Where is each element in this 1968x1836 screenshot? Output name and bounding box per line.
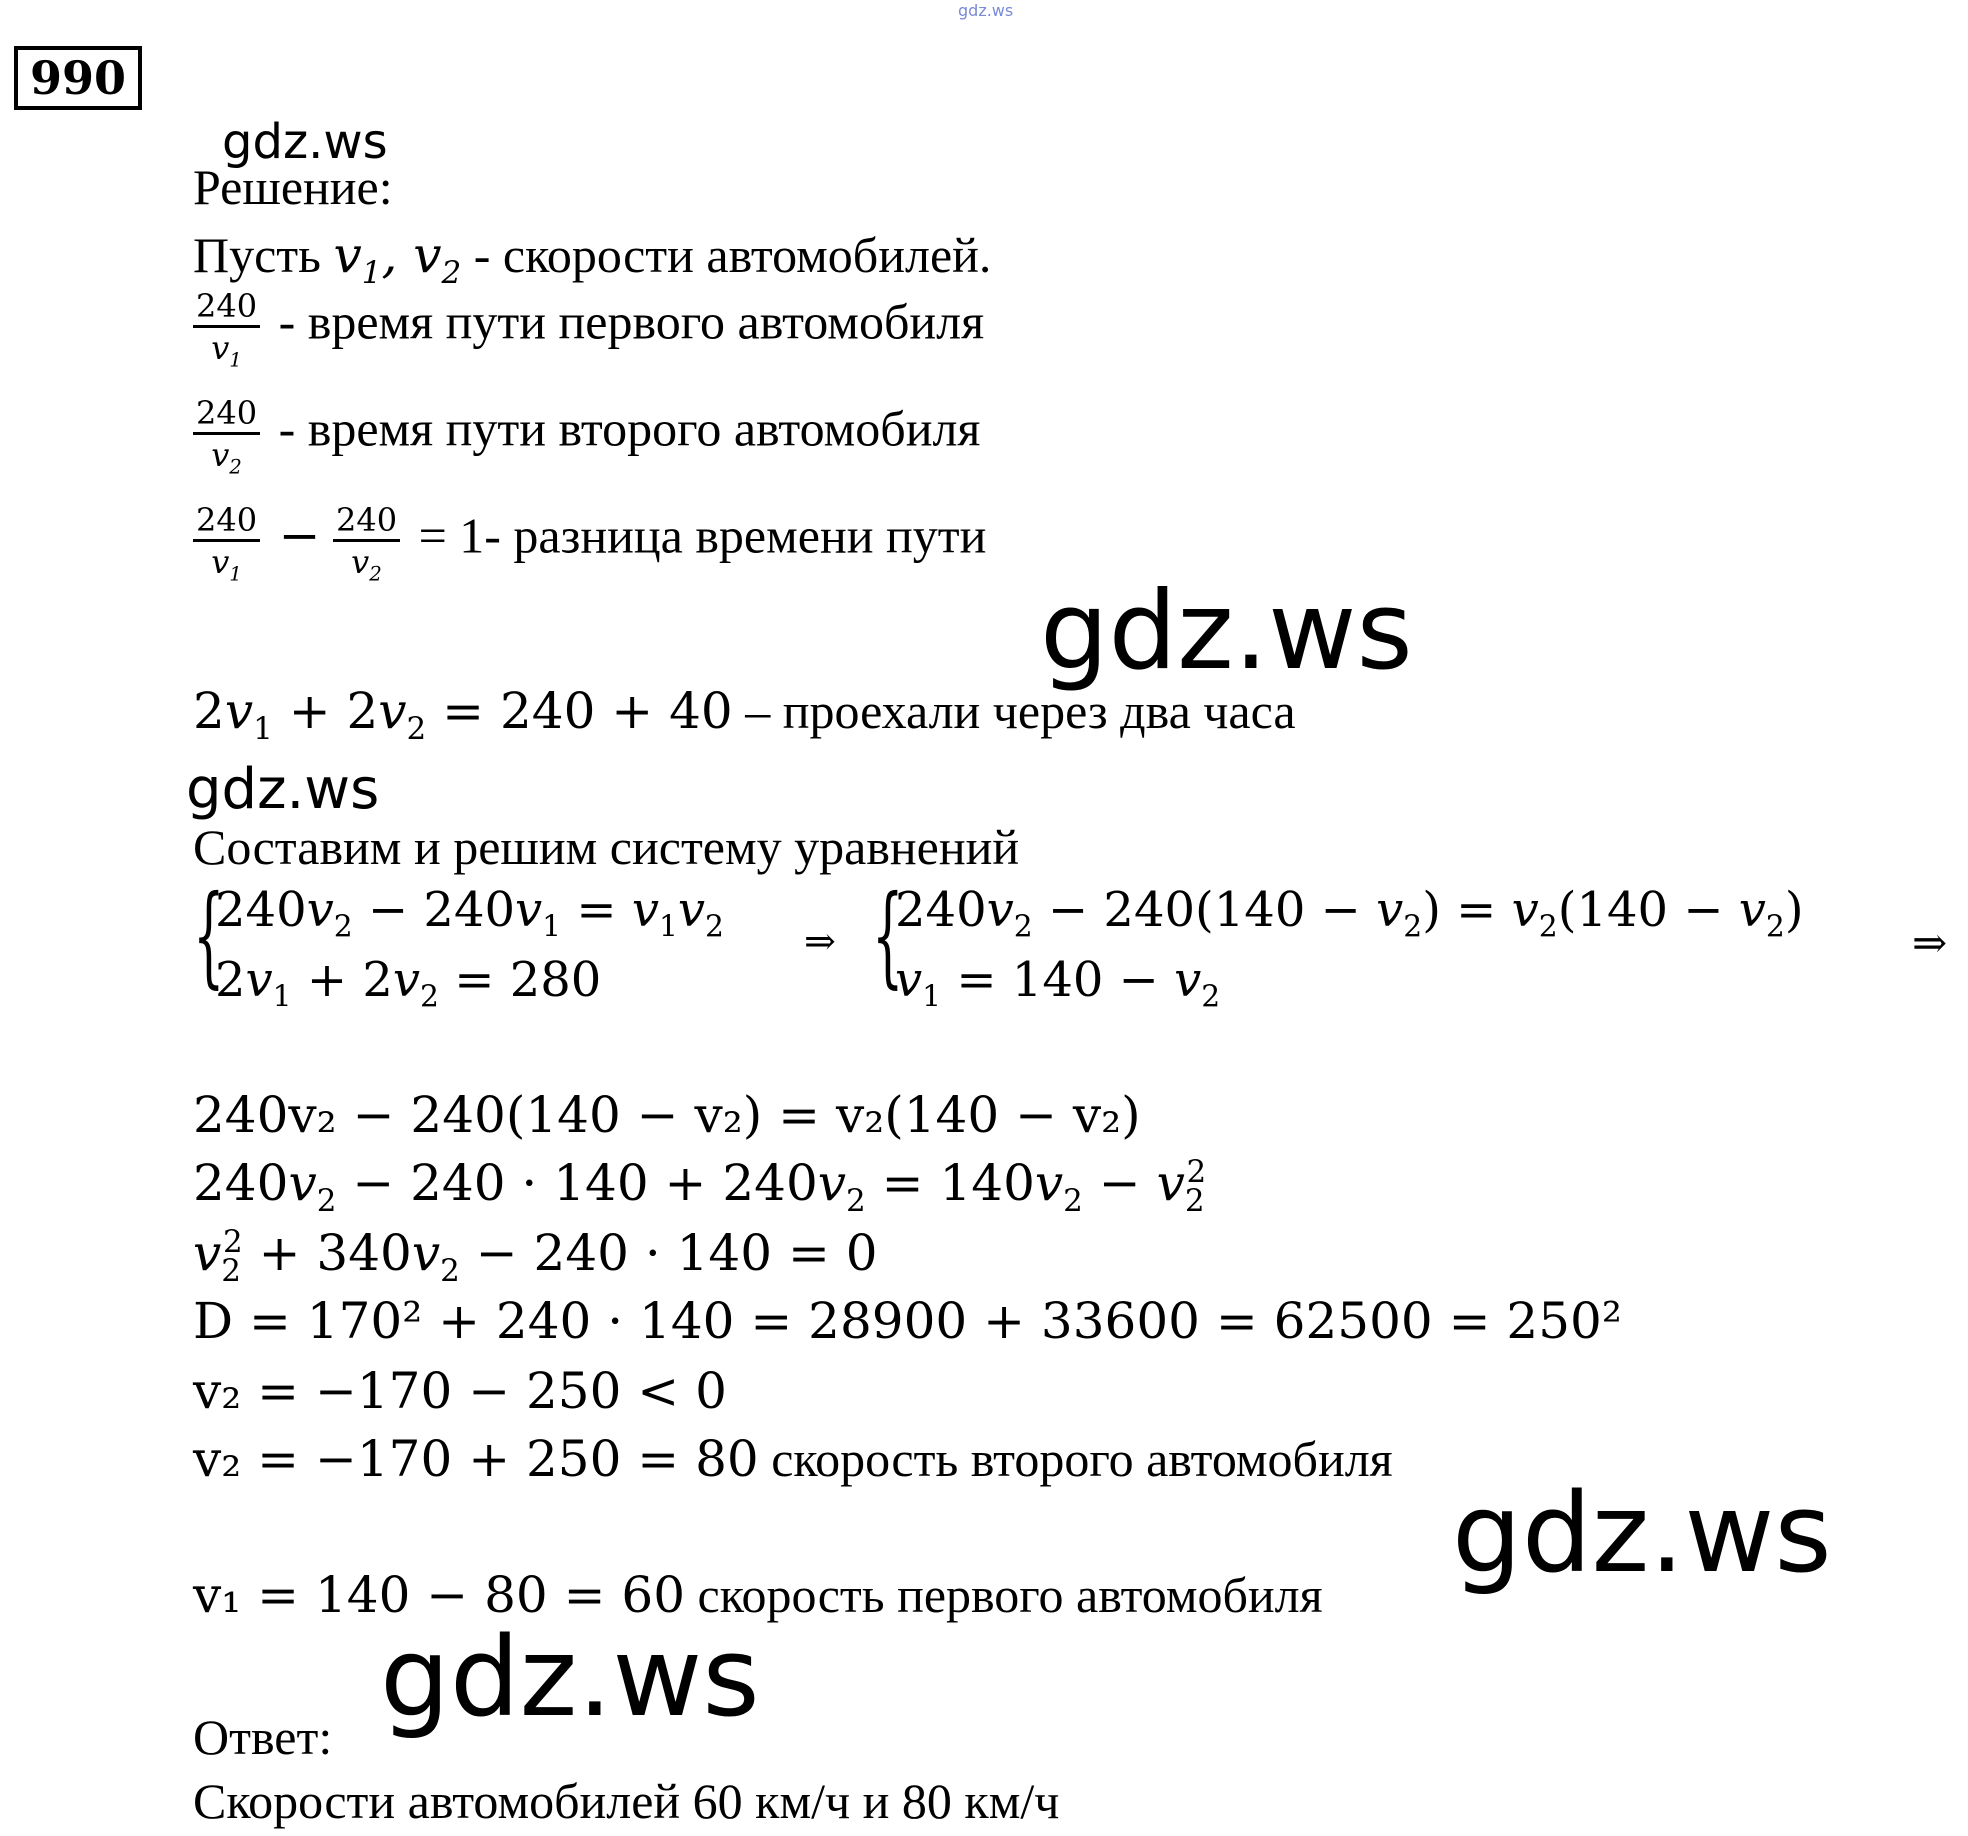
fraction-denominator: $v_1$ [211,329,242,372]
difference-text: = 1- разница времени пути [418,507,987,564]
time1-fraction [193,287,260,372]
solution-heading: Решение: [193,159,393,215]
let-suffix: - скорости автомобилей. [461,227,992,283]
root2-math: v₂ = −170 + 250 = 80 [193,1430,759,1488]
work-line-1: 240v₂ − 240(140 − v₂) = v₂(140 − v₂) [193,1086,1141,1144]
root2-line [193,1430,1393,1488]
time2-text: - время пути второго автомобиля [278,400,981,457]
sum-equation-tail: = 240 + 40 [426,682,733,740]
fraction-numerator: 240 [193,290,260,328]
time2-fraction [193,394,260,479]
minus-sign: − [278,506,321,565]
system1-eq1: $240v_2 - 240v_1 = v_1v_2$ [215,882,724,945]
task-number-badge: 990 [14,46,142,110]
sum-equation-line [193,682,1296,747]
system-arrow-2: ⇒ [1912,918,1948,967]
diff-fraction-1 [193,501,260,586]
system-heading: Составим и решим систему уравнений [193,819,1020,875]
fraction-numerator: 240 [193,504,260,542]
fraction-denominator: $v_2$ [211,436,242,479]
let-variables: $v_1$, $v_2$ [333,226,462,291]
system1-eq2: $2v_1 + 2v_2 = 280$ [215,952,602,1015]
time2-line [193,394,981,479]
time1-text: - время пути первого автомобиля [278,293,985,350]
system2-eq1: $240v_2 - 240(140 - v_2) = v_2(140 - v_2)$ [895,882,1804,945]
let-line [193,226,992,291]
work-line-2: $240v_2 - 240 \cdot 140 + 240v_2 = 140v_2 - v_2^2$ [193,1154,1207,1219]
fraction-numerator: 240 [193,397,260,435]
system1-brace: { [193,871,225,999]
sum-equation: $2v_1 + 2v_2 = 240 + 40$ [193,682,733,747]
fraction-numerator: 240 [333,504,400,542]
answer-heading: Ответ: [193,1709,333,1765]
top-watermark: gdz.ws [958,1,1014,20]
let-prefix: Пусть [193,227,321,283]
watermark-2: gdz.ws [1040,569,1413,694]
watermark-5: gdz.ws [380,1613,760,1741]
system-arrow-1: ⇒ [804,919,836,963]
work-line-3: $v_2^2 + 340v_2 - 240 \cdot 140 = 0$ [193,1224,878,1289]
discriminant-line: D = 170² + 240 · 140 = 28900 + 33600 = 62500 = 250² [193,1292,1622,1350]
difference-line [193,501,987,586]
watermark-1: gdz.ws [222,114,388,170]
v1-math: v₁ = 140 − 80 = 60 [193,1566,686,1624]
watermark-4: gdz.ws [1452,1469,1832,1597]
answer-text: Скорости автомобилей 60 км/ч и 80 км/ч [193,1773,1060,1829]
root2-text: скорость второго автомобиля [758,1431,1393,1487]
system2-brace: { [872,871,904,999]
fraction-denominator: $v_1$ [211,543,242,586]
diff-fraction-2 [333,501,400,586]
system2-eq2: $v_1 = 140 - v_2$ [895,952,1221,1015]
root1-line: v₂ = −170 − 250 < 0 [193,1362,727,1420]
watermark-3: gdz.ws [186,757,380,822]
v1-text: скорость первого автомобиля [685,1567,1323,1623]
time1-line [193,287,985,372]
fraction-denominator: $v_2$ [351,543,382,586]
sum-equation-text: – проехали через два часа [732,683,1296,739]
